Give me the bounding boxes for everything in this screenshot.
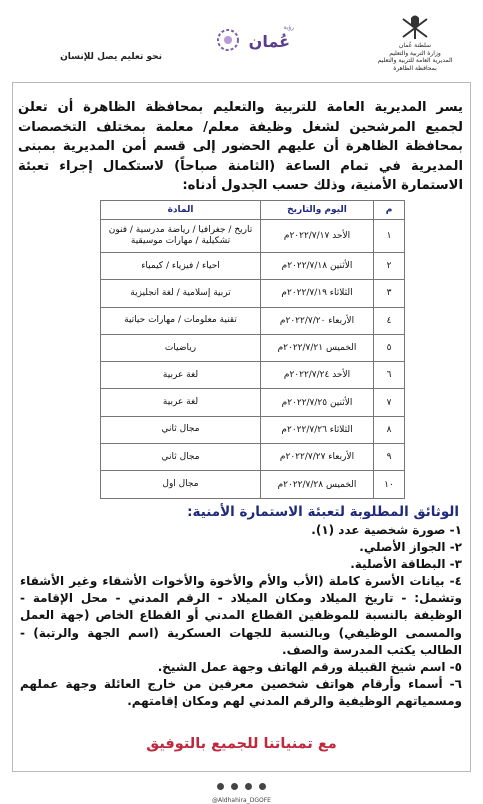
row-subject: مجال اول — [101, 471, 261, 498]
table-row — [101, 416, 405, 443]
row-subject: تاريخ / جغرافيا / رياضة مدرسية / فنون تشكيلية / مهارات موسيقية — [101, 220, 261, 253]
row-num: ١٠ — [374, 471, 405, 498]
row-date: الأحد ٢٠٢٢/٧/٢٤م — [261, 362, 374, 389]
vision-2040-icon — [216, 28, 240, 52]
row-date: الأحد ٢٠٢٢/٧/١٧م — [261, 220, 374, 253]
docs-item: ١- صورة شخصية عدد (١). — [311, 523, 462, 537]
row-num: ٣ — [374, 280, 405, 307]
row-subject: مجال ثاني — [101, 444, 261, 471]
row-num: ٦ — [374, 362, 405, 389]
twitter-icon — [231, 783, 238, 790]
facebook-icon — [217, 783, 224, 790]
row-num: ٢ — [374, 253, 405, 280]
table-row — [101, 334, 405, 361]
slogan-logo: نحو تعليم يصل للإنسان — [60, 52, 162, 62]
ministry-line-1: سلطنة عُمان — [398, 42, 432, 49]
row-num: ٩ — [374, 444, 405, 471]
row-date: الأثنين ٢٠٢٢/٧/٢٥م — [261, 389, 374, 416]
vision-label: رؤية — [283, 24, 294, 31]
row-date: الأربعاء ٢٠٢٢/٧/٢٧م — [261, 444, 374, 471]
table-row — [101, 444, 405, 471]
docs-item: ٦- أسماء وأرقام هواتف شخصين معرفين من خارج العائلة وجهة عملهم ومسمياتهم الوظيفية والرقم المدني لهم ومكان إقامتهم. — [20, 676, 462, 708]
instagram-icon — [245, 783, 252, 790]
row-date: الثلاثاء ٢٠٢٢/٧/١٩م — [261, 280, 374, 307]
row-date: الأربعاء ٢٠٢٢/٧/٢٠م — [261, 307, 374, 334]
oman-emblem-icon — [398, 12, 432, 42]
row-num: ٧ — [374, 389, 405, 416]
ministry-line-4: بمحافظة الظاهرة — [393, 64, 437, 72]
row-subject: رياضيات — [101, 334, 261, 361]
table-row — [101, 389, 405, 416]
social-icons — [216, 776, 267, 795]
row-subject: لغة عربية — [101, 389, 261, 416]
docs-item: ٣- البطاقة الأصلية. — [350, 557, 462, 572]
docs-title: الوثائق المطلوبة لتعبئة الاستمارة الأمنية: — [187, 504, 459, 520]
table-row — [101, 307, 405, 334]
youtube-icon — [259, 783, 266, 790]
row-subject: لغة عربية — [101, 362, 261, 389]
row-num: ٨ — [374, 416, 405, 443]
closing-message: مع تمنياتنا للجميع بالتوفيق — [146, 736, 337, 752]
intro-paragraph: يسر المديرية العامة للتربية والتعليم بمحافظة الظاهرة أن تعلن لجميع المرشحين لشغل وظيفة معلم/ معلمة بمختلف التخصصات بمحافظة الظاهرة أن عليهم الحضور إلى قسم أمن المديرية بمبنى المديرية في تمام الساعة (الثامنة صباحاً) لاستكمال إجراء تعبئة الاستمارة الأمنية، وذلك حسب الجدول أدناه: — [18, 100, 463, 193]
header-date: اليوم والتاريخ — [261, 201, 374, 220]
docs-item: ٢- الجواز الأصلي. — [359, 540, 462, 555]
header — [0, 0, 483, 82]
vision-logo — [188, 22, 298, 70]
ministry-line-3: المديرية العامة للتربية والتعليم — [377, 57, 453, 64]
header-subject: المادة — [101, 201, 261, 220]
table-row — [101, 471, 405, 498]
row-num: ٥ — [374, 334, 405, 361]
row-date: الأثنين ٢٠٢٢/٧/١٨م — [261, 253, 374, 280]
table-header-row — [101, 201, 405, 220]
row-subject: تربية إسلامية / لغة انجليزية — [101, 280, 261, 307]
docs-item: ٥- اسم شيخ القبيلة ورقم الهاتف وجهة عمل الشيخ. — [157, 659, 462, 674]
header-num: م — [374, 201, 405, 220]
docs-item: ٤- بيانات الأسرة كاملة (الأب والأم والأخوة والأخوات الأشقاء وغير الأشقاء وتشمل: - تاريخ الميلاد ومكان الميلاد - الرقم المدني - محل الإقامة - الوظيفة بالنسبة للموظفين القطاع المدني أو القطاع الخاص (جهة العمل والمسمى الوظيفي) وبالنسبة للجهات العسكرية (اسم الجهة والرتبة) - الطالب يكتب المدرسة والصف. — [20, 574, 462, 657]
row-subject: احياء / فيزياء / كيمياء — [101, 253, 261, 280]
ministry-logo — [361, 12, 469, 74]
docs-list — [20, 522, 462, 710]
vision-word: عُمان — [248, 32, 290, 51]
table-row — [101, 253, 405, 280]
row-date: الخميس ٢٠٢٢/٧/٢١م — [261, 334, 374, 361]
table-row — [101, 220, 405, 253]
table-row — [101, 280, 405, 307]
row-num: ١ — [374, 220, 405, 253]
row-date: الخميس ٢٠٢٢/٧/٢٨م — [261, 471, 374, 498]
social-handle: @Aldhahira_DGOFE — [212, 797, 271, 804]
row-subject: مجال ثاني — [101, 416, 261, 443]
row-subject: تقنية معلومات / مهارات حياتية — [101, 307, 261, 334]
row-num: ٤ — [374, 307, 405, 334]
schedule-table — [100, 200, 405, 499]
ministry-line-2: وزارة التربية والتعليم — [389, 49, 441, 57]
table-row — [101, 362, 405, 389]
row-date: الثلاثاء ٢٠٢٢/٧/٢٦م — [261, 416, 374, 443]
